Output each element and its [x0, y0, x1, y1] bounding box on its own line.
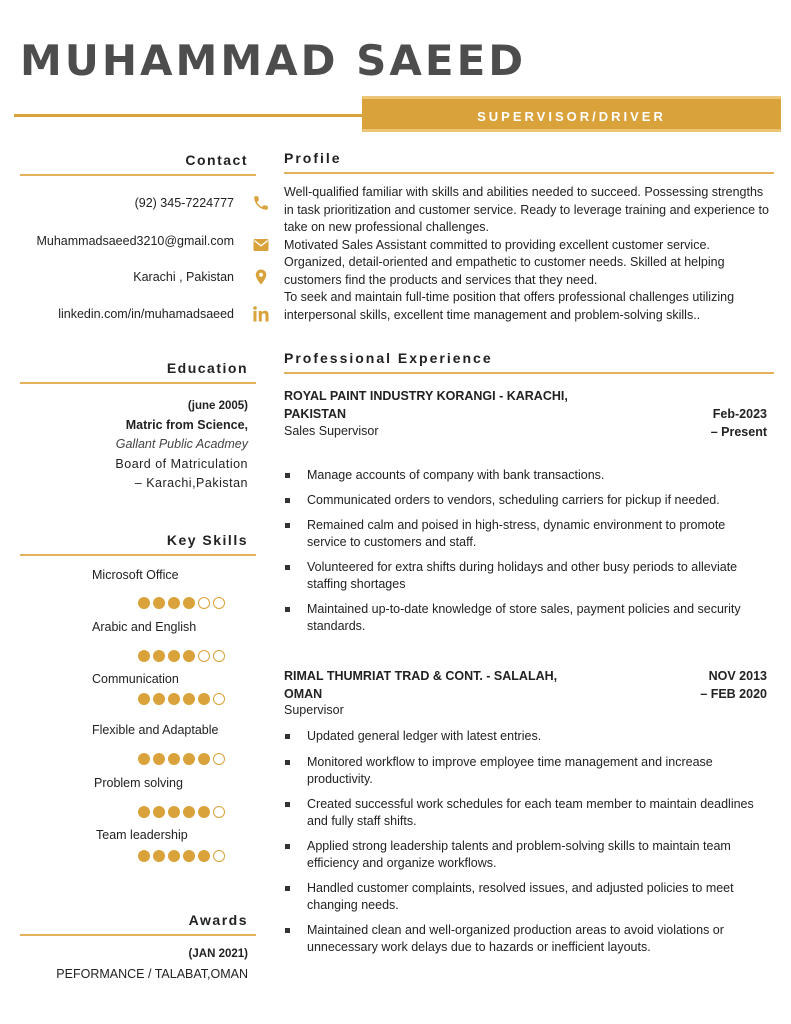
profile-line: Well-qualified familiar with skills and abilities needed to succeed. Possessing strengths in task prioritization and customer service. Ready to leverage training and experience to take on new professional challenges.	[284, 185, 769, 234]
profile-line: Organized, detail-oriented and empathetic to customer needs. Skilled at helping customers find the products and services that they need.	[284, 255, 725, 287]
bullet-item: Monitored workflow to improve employee time management and increase productivity.	[284, 754, 754, 788]
job-1-company-line1: ROYAL PAINT INDUSTRY KORANGI - KARACHI,	[284, 389, 568, 403]
job-title-banner	[362, 96, 781, 132]
skill-name: Microsoft Office	[92, 568, 179, 582]
rating-dot-filled	[198, 753, 210, 765]
rating-dot-filled	[168, 650, 180, 662]
bullet-item: Handled customer complaints, resolved issues, and adjusted policies to meet changing needs.	[284, 880, 754, 914]
linkedin-icon	[252, 305, 270, 323]
rating-dot-filled	[153, 650, 165, 662]
bullet-item: Manage accounts of company with bank transactions.	[284, 467, 754, 484]
bullet-item: Volunteered for extra shifts during holidays and other busy periods to alleviate staffing shortages	[284, 559, 754, 593]
location-icon	[252, 268, 270, 286]
profile-line: To seek and maintain full-time position that offers professional challenges utilizing interpersonal skills, excellent time management and problem-solving skills..	[284, 290, 735, 322]
rating-dot-filled	[153, 597, 165, 609]
rating-dot-filled	[183, 753, 195, 765]
education-school: Gallant Public Acadmey	[115, 437, 248, 451]
candidate-name: MUHAMMAD SAEED	[20, 36, 527, 85]
rating-dot-filled	[183, 850, 195, 862]
rating-dot-empty	[213, 850, 225, 862]
contact-email	[20, 232, 274, 252]
rating-dot-filled	[183, 597, 195, 609]
rating-dot-filled	[168, 850, 180, 862]
bullet-item: Applied strong leadership talents and problem-solving skills to maintain team efficiency and organize workflows.	[284, 838, 754, 872]
education-date: (june 2005)	[187, 400, 248, 412]
experience-heading: Professional Experience	[284, 350, 774, 374]
rating-dot-filled	[138, 650, 150, 662]
job-2-dates	[700, 667, 767, 703]
phone-icon	[252, 194, 270, 212]
job-2-company	[284, 667, 584, 703]
skill-name: Problem solving	[94, 776, 183, 790]
job-2-company-line2: OMAN	[284, 687, 323, 701]
rating-dot-filled	[153, 693, 165, 705]
job-2-bullets	[284, 728, 754, 956]
rating-dot-filled	[183, 650, 195, 662]
award-text: PEFORMANCE / TALABAT,OMAN	[56, 967, 248, 981]
job-2-role: Supervisor	[284, 703, 344, 717]
rating-dot-filled	[198, 806, 210, 818]
job-2-company-line1: RIMAL THUMRIAT TRAD & CONT. - SALALAH,	[284, 669, 558, 683]
job-1-company-line2: PAKISTAN	[284, 407, 347, 421]
rating-dot-filled	[168, 693, 180, 705]
job-1-dates	[711, 405, 767, 441]
rating-dot-filled	[198, 850, 210, 862]
bullet-item: Remained calm and poised in high-stress, dynamic environment to promote service to customers and staff.	[284, 517, 754, 551]
rating-dot-filled	[198, 693, 210, 705]
job-2-date-start: NOV 2013	[708, 669, 767, 683]
education-degree: Matric from Science,	[125, 418, 248, 432]
rating-dot-filled	[153, 806, 165, 818]
rating-dot-empty	[213, 806, 225, 818]
bullet-item: Maintained clean and well-organized production areas to avoid violations or unnecessary work delays due to hazards or inefficient layouts.	[284, 922, 754, 956]
rating-dot-filled	[138, 850, 150, 862]
rating-dot-empty	[213, 597, 225, 609]
rating-dot-filled	[153, 753, 165, 765]
skills-heading: Key Skills	[20, 532, 256, 556]
email-text: Muhammadsaeed3210@gmail.com	[36, 234, 234, 248]
skill-name: Communication	[92, 672, 179, 686]
rating-dot-empty	[213, 650, 225, 662]
contact-linkedin	[20, 305, 274, 325]
job-1-bullets	[284, 467, 754, 635]
rating-dot-empty	[198, 650, 210, 662]
job-1-date-start: Feb-2023	[712, 407, 767, 421]
location-text: Karachi , Pakistan	[133, 270, 234, 284]
rating-dot-filled	[138, 693, 150, 705]
job-title: SUPERVISOR/DRIVER	[477, 109, 666, 124]
rating-dot-filled	[138, 753, 150, 765]
award-date: (JAN 2021)	[188, 948, 248, 960]
rating-dot-empty	[213, 753, 225, 765]
rating-dot-filled	[153, 850, 165, 862]
bullet-item: Updated general ledger with latest entries.	[284, 728, 754, 745]
rating-dot-filled	[138, 806, 150, 818]
education-board: Board of Matriculation	[115, 457, 248, 471]
job-1-role: Sales Supervisor	[284, 424, 379, 438]
job-2-date-end: – FEB 2020	[700, 687, 767, 701]
skill-name: Team leadership	[96, 828, 188, 842]
job-1-date-end: – Present	[710, 425, 767, 439]
skill-name: Flexible and Adaptable	[92, 723, 219, 737]
bullet-item: Maintained up-to-date knowledge of store sales, payment policies and security standards.	[284, 601, 754, 635]
phone-text: (92) 345-7224777	[134, 196, 234, 210]
title-divider	[14, 114, 366, 117]
awards-heading: Awards	[20, 912, 256, 936]
skill-name: Arabic and English	[92, 620, 197, 634]
contact-heading: Contact	[20, 152, 256, 176]
linkedin-text: linkedin.com/in/muhamadsaeed	[58, 307, 234, 321]
email-icon	[252, 236, 270, 254]
contact-location	[20, 268, 274, 288]
profile-line: Motivated Sales Assistant committed to providing excellent customer service.	[284, 237, 710, 252]
contact-phone	[20, 194, 274, 214]
profile-summary	[284, 184, 774, 324]
profile-heading: Profile	[284, 150, 774, 174]
rating-dot-filled	[168, 597, 180, 609]
education-location: – Karachi,Pakistan	[134, 476, 248, 490]
rating-dot-filled	[138, 597, 150, 609]
job-1-company	[284, 387, 584, 423]
rating-dot-empty	[198, 597, 210, 609]
rating-dot-empty	[213, 693, 225, 705]
education-heading: Education	[20, 360, 256, 384]
bullet-item: Created successful work schedules for each team member to maintain deadlines and fully staff shifts.	[284, 796, 754, 830]
rating-dot-filled	[183, 806, 195, 818]
rating-dot-filled	[168, 806, 180, 818]
rating-dot-filled	[183, 693, 195, 705]
bullet-item: Communicated orders to vendors, scheduling carriers for pickup if needed.	[284, 492, 754, 509]
rating-dot-filled	[168, 753, 180, 765]
